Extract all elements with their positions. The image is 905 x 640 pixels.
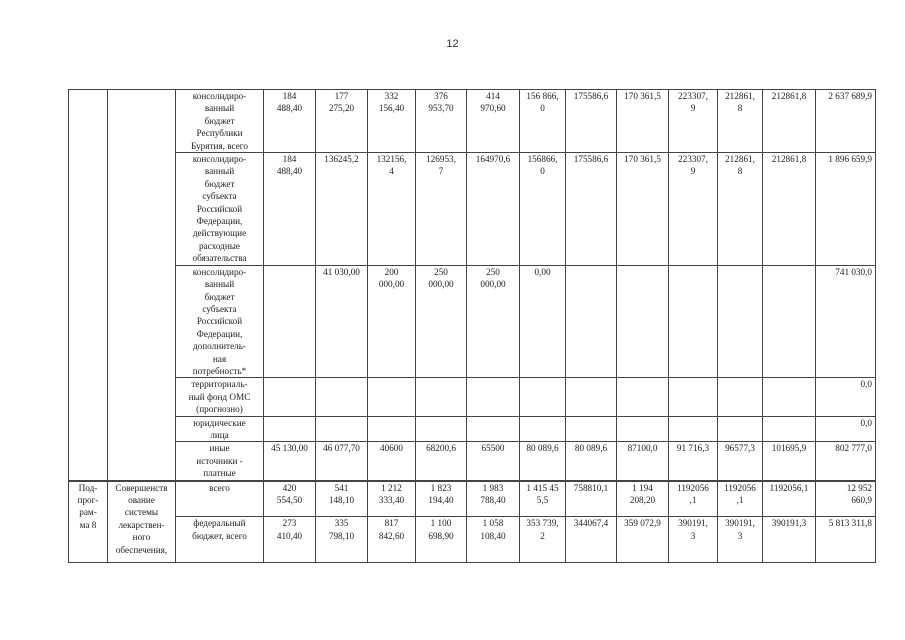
value-cell: 40600 xyxy=(368,442,416,481)
value-cell xyxy=(718,378,763,416)
value-cell: 1192056 ,1 xyxy=(718,481,763,517)
value-cell xyxy=(416,378,467,416)
value-cell xyxy=(316,378,368,416)
value-cell xyxy=(416,416,467,442)
value-cell xyxy=(763,416,816,442)
total-cell: 741 030,0 xyxy=(816,265,876,378)
total-cell: 2 637 689,9 xyxy=(816,90,876,153)
value-cell: 68200,6 xyxy=(416,442,467,481)
value-cell: 1192056,1 xyxy=(763,481,816,517)
budget-table xyxy=(68,89,876,563)
value-cell xyxy=(763,265,816,378)
value-cell xyxy=(718,416,763,442)
value-cell: 45 130,00 xyxy=(264,442,316,481)
value-cell xyxy=(617,378,669,416)
source-cell: консолидиро- ванный бюджет Республики Бурятия, всего xyxy=(176,90,264,153)
total-cell: 12 952 660,9 xyxy=(816,481,876,517)
value-cell: 541 148,10 xyxy=(316,481,368,517)
value-cell: 376 953,70 xyxy=(416,90,467,153)
table-row xyxy=(69,481,876,517)
value-cell: 1 058 108,40 xyxy=(467,517,520,563)
empty-code-cell xyxy=(69,90,108,481)
value-cell: 1 194 208,20 xyxy=(617,481,669,517)
value-cell: 420 554,50 xyxy=(264,481,316,517)
value-cell: 0,00 xyxy=(520,265,566,378)
table-row xyxy=(69,153,876,266)
value-cell: 164970,6 xyxy=(467,153,520,266)
value-cell xyxy=(566,416,617,442)
value-cell: 758810,1 xyxy=(566,481,617,517)
value-cell: 175586,6 xyxy=(566,153,617,266)
value-cell xyxy=(264,416,316,442)
value-cell: 156866, 0 xyxy=(520,153,566,266)
value-cell xyxy=(467,378,520,416)
value-cell: 390191, 3 xyxy=(718,517,763,563)
total-cell: 5 813 311,8 xyxy=(816,517,876,563)
value-cell: 359 072,9 xyxy=(617,517,669,563)
value-cell: 353 739, 2 xyxy=(520,517,566,563)
value-cell: 273 410,40 xyxy=(264,517,316,563)
value-cell: 65500 xyxy=(467,442,520,481)
source-cell: иные источники - платные xyxy=(176,442,264,481)
value-cell xyxy=(763,378,816,416)
value-cell xyxy=(669,378,718,416)
subprogram-name-cell: Совершенств ование системы лекарствен- ного обеспечения, xyxy=(108,481,176,563)
value-cell: 212861,8 xyxy=(763,90,816,153)
value-cell: 46 077,70 xyxy=(316,442,368,481)
value-cell xyxy=(566,378,617,416)
table-row xyxy=(69,378,876,416)
value-cell: 212861, 8 xyxy=(718,90,763,153)
table-row xyxy=(69,416,876,442)
value-cell: 200 000,00 xyxy=(368,265,416,378)
value-cell xyxy=(617,265,669,378)
table-row xyxy=(69,517,876,563)
table-body xyxy=(69,90,876,563)
total-cell: 0,0 xyxy=(816,378,876,416)
value-cell xyxy=(368,416,416,442)
value-cell: 250 000,00 xyxy=(467,265,520,378)
source-cell: юридические лица xyxy=(176,416,264,442)
value-cell xyxy=(264,378,316,416)
value-cell: 132156, 4 xyxy=(368,153,416,266)
value-cell: 223307, 9 xyxy=(669,153,718,266)
table-row xyxy=(69,265,876,378)
total-cell: 802 777,0 xyxy=(816,442,876,481)
value-cell: 41 030,00 xyxy=(316,265,368,378)
source-cell: всего xyxy=(176,481,264,517)
value-cell: 175586,6 xyxy=(566,90,617,153)
value-cell xyxy=(467,416,520,442)
value-cell: 817 842,60 xyxy=(368,517,416,563)
value-cell: 170 361,5 xyxy=(617,153,669,266)
value-cell: 250 000,00 xyxy=(416,265,467,378)
total-cell: 1 896 659,9 xyxy=(816,153,876,266)
value-cell: 344067,4 xyxy=(566,517,617,563)
value-cell: 335 798,10 xyxy=(316,517,368,563)
value-cell: 1192056 ,1 xyxy=(669,481,718,517)
page-number: 12 xyxy=(446,38,459,50)
value-cell: 1 983 788,40 xyxy=(467,481,520,517)
value-cell xyxy=(520,378,566,416)
table-row xyxy=(69,442,876,481)
value-cell: 390191, 3 xyxy=(669,517,718,563)
total-cell: 0,0 xyxy=(816,416,876,442)
value-cell: 184 488,40 xyxy=(264,90,316,153)
value-cell: 136245,2 xyxy=(316,153,368,266)
value-cell: 126953, 7 xyxy=(416,153,467,266)
value-cell: 101695,9 xyxy=(763,442,816,481)
value-cell xyxy=(617,416,669,442)
value-cell xyxy=(264,265,316,378)
value-cell: 390191,3 xyxy=(763,517,816,563)
value-cell: 170 361,5 xyxy=(617,90,669,153)
subprogram-code-cell: Под- прог- рам- ма 8 xyxy=(69,481,108,563)
source-cell: федеральный бюджет, всего xyxy=(176,517,264,563)
value-cell xyxy=(669,265,718,378)
value-cell: 87100,0 xyxy=(617,442,669,481)
value-cell xyxy=(368,378,416,416)
value-cell: 1 212 333,40 xyxy=(368,481,416,517)
value-cell: 156 866, 0 xyxy=(520,90,566,153)
value-cell xyxy=(669,416,718,442)
empty-name-cell xyxy=(108,90,176,481)
value-cell: 414 970,60 xyxy=(467,90,520,153)
value-cell: 91 716,3 xyxy=(669,442,718,481)
value-cell xyxy=(316,416,368,442)
value-cell: 96577,3 xyxy=(718,442,763,481)
value-cell: 184 488,40 xyxy=(264,153,316,266)
value-cell: 223307, 9 xyxy=(669,90,718,153)
source-cell: территориаль- ный фонд ОМС (прогнозно) xyxy=(176,378,264,416)
value-cell xyxy=(520,416,566,442)
source-cell: консолидиро- ванный бюджет субъекта Российской Федерации, действующие расходные обязательства xyxy=(176,153,264,266)
value-cell: 1 100 698,90 xyxy=(416,517,467,563)
value-cell: 212861, 8 xyxy=(718,153,763,266)
value-cell xyxy=(718,265,763,378)
table-row xyxy=(69,90,876,153)
value-cell: 80 089,6 xyxy=(520,442,566,481)
value-cell xyxy=(566,265,617,378)
value-cell: 332 156,40 xyxy=(368,90,416,153)
source-cell: консолидиро- ванный бюджет субъекта Российской Федерации, дополнитель- ная потребность* xyxy=(176,265,264,378)
value-cell: 1 415 45 5,5 xyxy=(520,481,566,517)
value-cell: 177 275,20 xyxy=(316,90,368,153)
value-cell: 80 089,6 xyxy=(566,442,617,481)
value-cell: 212861,8 xyxy=(763,153,816,266)
value-cell: 1 823 194,40 xyxy=(416,481,467,517)
